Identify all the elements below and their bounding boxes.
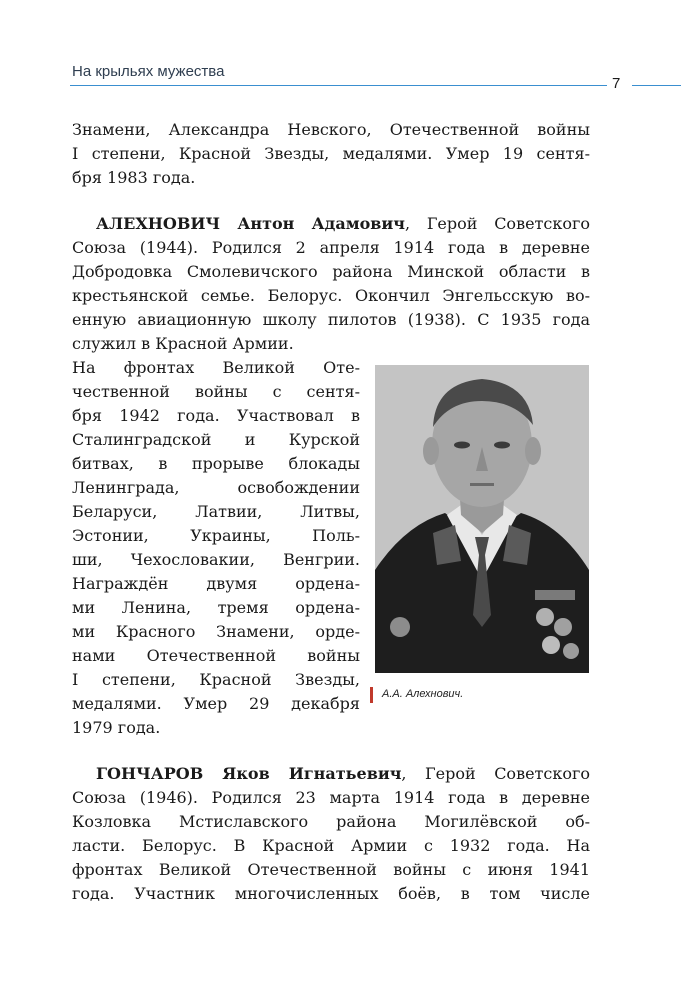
biography-alekhnovich-continued <box>72 356 360 740</box>
text-line: Беларуси, Латвии, Литвы, <box>72 502 360 521</box>
text-line: I степени, Красной Звезды, <box>72 670 360 689</box>
text-line: 1979 года. <box>72 718 161 737</box>
text-line: Козловка Мстиславского района Могилёвской об- <box>72 812 590 831</box>
biography-alekhnovich <box>72 212 590 356</box>
text-line: ми Красного Знамени, орде- <box>72 622 360 641</box>
text-line: Награждён двумя ордена- <box>72 574 360 593</box>
text-line: Союза (1946). Родился 23 марта 1914 года в деревне <box>72 788 590 807</box>
photo-caption: А.А. Алехнович. <box>382 688 464 700</box>
text-line: Добродовка Смолевичского района Минской области в <box>72 262 590 281</box>
caption-marker <box>370 687 373 703</box>
text-line: служил в Красной Армии. <box>72 334 294 353</box>
text-fragment: , Герой Советского <box>404 214 590 233</box>
text-line: ласти. Белорус. В Красной Армии с 1932 года. На <box>72 836 590 855</box>
portrait-illustration <box>375 365 589 673</box>
biography-goncharov <box>72 762 590 906</box>
text-line: Сталинградской и Курской <box>72 430 360 449</box>
text-line: битвах, в прорыве блокады <box>72 454 360 473</box>
running-header-title: На крыльях мужества <box>72 63 225 80</box>
portrait-photo <box>375 365 589 673</box>
text-line: На фронтах Великой Оте- <box>72 358 360 377</box>
text-line: крестьянской семье. Белорус. Окончил Энгельсскую во- <box>72 286 590 305</box>
text-line: енную авиационную школу пилотов (1938). С 1935 года <box>72 310 590 329</box>
text-line: чественной войны с сентя- <box>72 382 360 401</box>
text-line: фронтах Великой Отечественной войны с июня 1941 <box>72 860 590 879</box>
text-line: Союза (1944). Родился 2 апреля 1914 года в деревне <box>72 238 590 257</box>
person-name: ГОНЧАРОВ Яков Игнатьевич <box>96 764 402 783</box>
text-line: бря 1942 года. Участвовал в <box>72 406 360 425</box>
text-line <box>72 762 590 786</box>
text-line: ши, Чехословакии, Венгрии. <box>72 550 360 569</box>
text-fragment: , Герой Советского <box>401 764 590 783</box>
text-line: года. Участник многочисленных боёв, в том числе <box>72 884 590 903</box>
page-number-rule <box>632 85 681 86</box>
text-line: нами Отечественной войны <box>72 646 360 665</box>
text-line: Ленинграда, освобождении <box>72 478 360 497</box>
text-line <box>72 212 590 236</box>
person-name: АЛЕХНОВИЧ Антон Адамович <box>96 214 405 233</box>
text-line: бря 1983 года. <box>72 168 196 187</box>
header-rule <box>70 85 607 86</box>
intro-paragraph <box>72 118 590 190</box>
text-line: Знамени, Александра Невского, Отечественной войны <box>72 120 590 139</box>
text-line: ми Ленина, тремя ордена- <box>72 598 360 617</box>
text-line: I степени, Красной Звезды, медалями. Умер 19 сентя- <box>72 144 590 163</box>
text-line: медалями. Умер 29 декабря <box>72 694 360 713</box>
text-line: Эстонии, Украины, Поль- <box>72 526 360 545</box>
page-number: 7 <box>612 75 621 92</box>
